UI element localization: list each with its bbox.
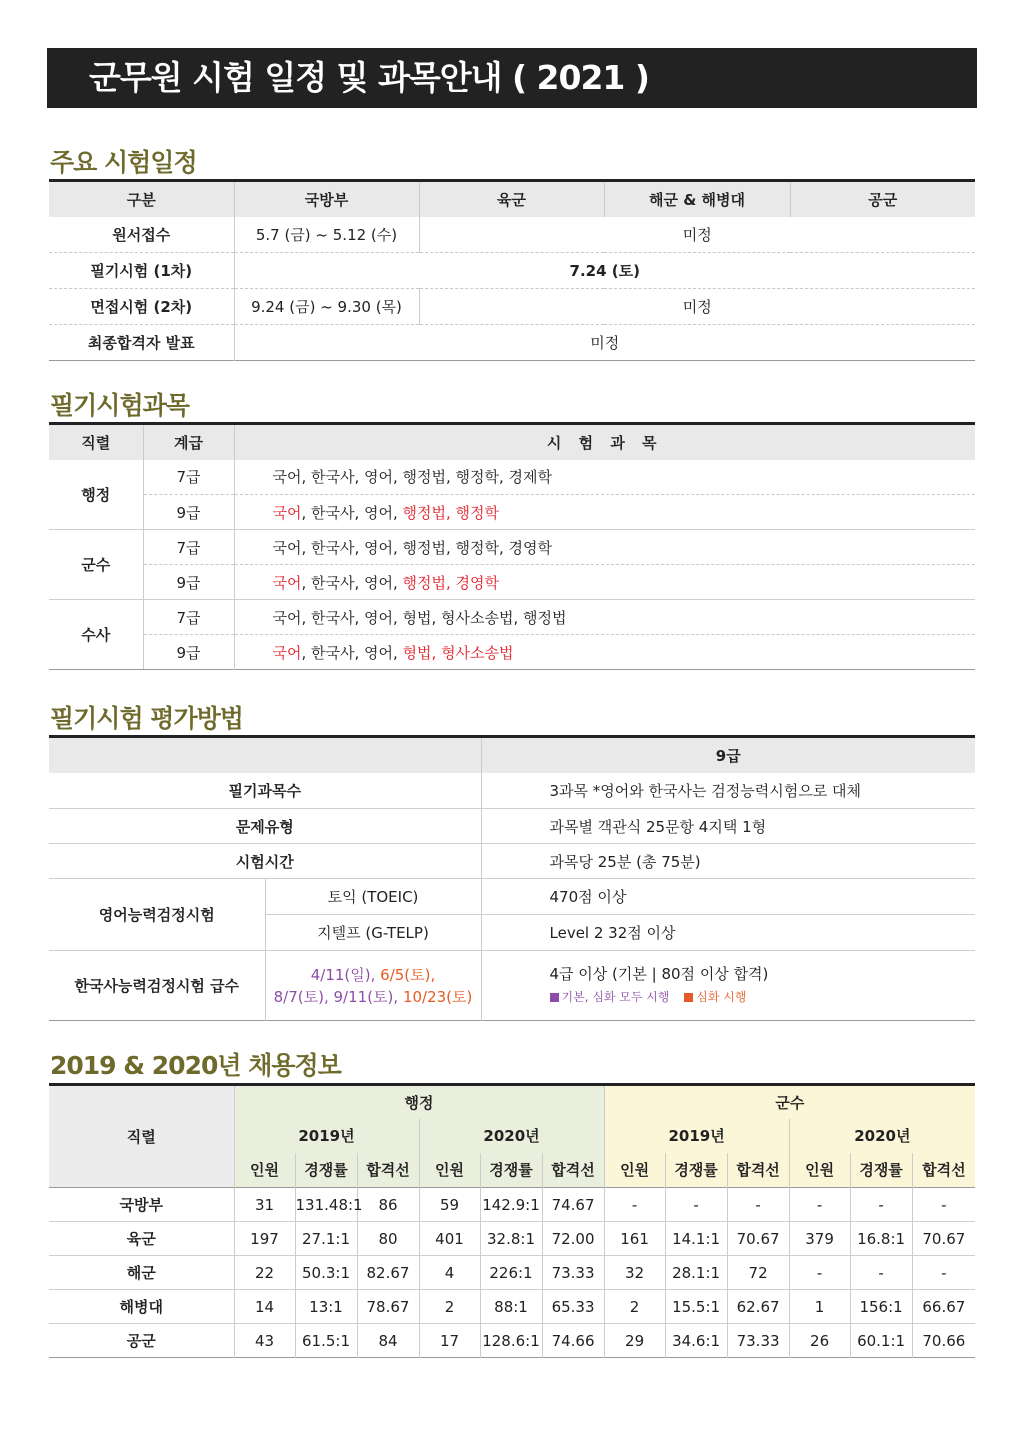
evaluation-heading: 필기시험 평가방법	[50, 704, 243, 733]
col-header: 해군 & 해병대	[604, 181, 790, 217]
subject-highlight: 행정법, 경영학	[402, 573, 500, 592]
cell-value: 29	[604, 1324, 665, 1358]
cell-value: 73.33	[542, 1256, 604, 1290]
sub-header: 인원	[419, 1153, 480, 1188]
cell-value: 161	[604, 1222, 665, 1256]
col-header: 육군	[419, 181, 604, 217]
subject-list: 국어, 한국사, 영어, 행정법, 행정학, 경제학	[234, 460, 975, 495]
legend-both	[550, 990, 670, 1004]
cell-value: 7.24 (토)	[234, 253, 975, 289]
subjects-heading: 필기시험과목	[50, 391, 189, 420]
cell-value: 226:1	[480, 1256, 542, 1290]
table-row	[49, 530, 975, 565]
cell-value: 4	[419, 1256, 480, 1290]
table-row	[49, 495, 975, 530]
sub-header: 합격선	[727, 1153, 789, 1188]
row-label: 원서접수	[49, 217, 234, 253]
sub-header: 경쟁률	[665, 1153, 727, 1188]
table-row	[49, 217, 975, 253]
subject-text: , 한국사, 영어,	[301, 503, 403, 522]
table-row	[49, 253, 975, 289]
row-label: 시험시간	[49, 844, 481, 879]
table-row	[49, 773, 975, 809]
subject-highlight: 형법, 형사소송법	[402, 643, 514, 662]
table-row	[49, 1290, 975, 1324]
cell-value: -	[912, 1188, 975, 1222]
cell-value: 2	[419, 1290, 480, 1324]
cell-value: 43	[234, 1324, 295, 1358]
cell-value: 156:1	[850, 1290, 912, 1324]
cell-value: 70.67	[912, 1222, 975, 1256]
subject-highlight: 국어	[272, 573, 302, 592]
cell-value: 84	[357, 1324, 419, 1358]
cell-value: 72.00	[542, 1222, 604, 1256]
table-row	[49, 1324, 975, 1358]
row-label: 공군	[126, 1332, 156, 1350]
group-header: 군수	[604, 1085, 975, 1119]
row-label: 해군	[126, 1264, 156, 1282]
sub-header: 합격선	[357, 1153, 419, 1188]
cell-value: -	[604, 1188, 665, 1222]
date-advanced: 6/5(토),	[380, 965, 436, 984]
cell-value: -	[850, 1188, 912, 1222]
schedule-heading: 주요 시험일정	[50, 148, 197, 177]
subject-list: 국어, 한국사, 영어, 행정법, 행정학, 경영학	[234, 530, 975, 565]
table-row	[49, 1222, 975, 1256]
cell-value: 15.5:1	[665, 1290, 727, 1324]
series-name: 군수	[49, 530, 143, 600]
subject-highlight: 국어	[272, 503, 302, 522]
subjects-table	[49, 422, 975, 670]
series-name: 행정	[49, 460, 143, 530]
page-title: 군무원 시험 일정 및 과목안내 ( 2021 )	[47, 48, 977, 108]
grade-requirement: 4급 이상 (기본 | 80점 이상 합격)	[549, 965, 769, 983]
cell-value: 2	[604, 1290, 665, 1324]
table-row	[49, 1188, 975, 1222]
date-both: 4/11(일),	[310, 965, 381, 984]
cell-value: 3과목 *영어와 한국사는 검정능력시험으로 대체	[481, 773, 975, 809]
cell-value: 66.67	[912, 1290, 975, 1324]
row-label: 면접시험 (2차)	[49, 289, 234, 325]
cell-value: -	[912, 1256, 975, 1290]
grade: 9급	[143, 565, 234, 600]
table-row	[49, 879, 975, 915]
row-label: 영어능력검정시험	[49, 879, 265, 951]
cell-value: 82.67	[357, 1256, 419, 1290]
cell-value: Level 2 32점 이상	[481, 915, 975, 951]
cell-value: 9.24 (금) ~ 9.30 (목)	[234, 289, 419, 325]
row-label: 필기과목수	[49, 773, 481, 809]
cell-value: 80	[357, 1222, 419, 1256]
cell-value: 50.3:1	[295, 1256, 357, 1290]
cell-value: -	[850, 1256, 912, 1290]
cell-value: -	[789, 1256, 850, 1290]
cell-value: 13:1	[295, 1290, 357, 1324]
cell-value: 401	[419, 1222, 480, 1256]
cell-value: 61.5:1	[295, 1324, 357, 1358]
cell-value: 1	[789, 1290, 850, 1324]
cell-value: 131.48:1	[295, 1188, 357, 1222]
cell-value: 32	[604, 1256, 665, 1290]
cell-value: 88:1	[480, 1290, 542, 1324]
grade: 9급	[143, 495, 234, 530]
recruit-heading: 2019 & 2020년 채용정보	[50, 1051, 341, 1080]
cell-value: 197	[234, 1222, 295, 1256]
cell-value: 34.6:1	[665, 1324, 727, 1358]
subject-text: , 한국사, 영어,	[301, 573, 403, 592]
sub-header: 인원	[234, 1153, 295, 1188]
row-label: 최종합격자 발표	[87, 334, 195, 352]
year-header: 2020년	[419, 1119, 604, 1153]
cell-value: 142.9:1	[480, 1188, 542, 1222]
row-label: 해병대	[119, 1298, 163, 1316]
sub-header: 경쟁률	[480, 1153, 542, 1188]
cell-value: 미정	[419, 289, 975, 325]
cell-value: -	[789, 1188, 850, 1222]
cell-value: 27.1:1	[295, 1222, 357, 1256]
table-row	[49, 289, 975, 325]
cell-value: 14.1:1	[665, 1222, 727, 1256]
cell-value: 16.8:1	[850, 1222, 912, 1256]
row-label: 육군	[126, 1230, 156, 1248]
recruit-table	[49, 1083, 975, 1358]
cell-value: 14	[234, 1290, 295, 1324]
row-label: 필기시험 (1차)	[49, 253, 234, 289]
table-row	[49, 844, 975, 879]
subject-highlight: 국어	[272, 643, 302, 662]
cell-value: 74.67	[542, 1188, 604, 1222]
cell-value: 73.33	[727, 1324, 789, 1358]
cell-value: 28.1:1	[665, 1256, 727, 1290]
col-header: 구분	[49, 181, 234, 217]
sub-header: 인원	[789, 1153, 850, 1188]
square-icon	[550, 993, 559, 1002]
sub-label: 토익 (TOEIC)	[265, 879, 481, 915]
cell-value: 59	[419, 1188, 480, 1222]
cell-value: 379	[789, 1222, 850, 1256]
col-header: 직렬	[49, 1085, 234, 1188]
table-row	[49, 600, 975, 635]
schedule-table	[49, 179, 975, 361]
table-row	[49, 565, 975, 600]
sub-header: 합격선	[912, 1153, 975, 1188]
cell-value: 미정	[234, 325, 975, 361]
col-header: 직렬	[49, 424, 143, 460]
grade: 7급	[143, 600, 234, 635]
date-both: 8/7(토), 9/11(토),	[273, 987, 403, 1006]
cell-value: 60.1:1	[850, 1324, 912, 1358]
legend-label: 심화 시행	[696, 990, 747, 1004]
cell-value: 26	[789, 1324, 850, 1358]
table-row	[49, 635, 975, 670]
cell-value: 128.6:1	[480, 1324, 542, 1358]
evaluation-table	[49, 735, 975, 1021]
cell-value: 미정	[419, 217, 975, 253]
subject-list	[234, 565, 975, 600]
table-row	[49, 809, 975, 844]
subject-list	[234, 635, 975, 670]
col-header: 공군	[790, 181, 975, 217]
col-header: 9급	[481, 737, 975, 773]
subject-highlight: 행정법, 행정학	[402, 503, 500, 522]
cell-value: -	[665, 1188, 727, 1222]
sub-header: 경쟁률	[850, 1153, 912, 1188]
group-header: 행정	[234, 1085, 604, 1119]
cell-value: 470점 이상	[481, 879, 975, 915]
date-advanced: 10/23(토)	[402, 987, 473, 1006]
square-icon	[684, 993, 693, 1002]
table-row	[49, 1256, 975, 1290]
cell-value: 31	[234, 1188, 295, 1222]
cell-value: 78.67	[357, 1290, 419, 1324]
col-header: 시 험 과 목	[234, 424, 975, 460]
cell-value: 17	[419, 1324, 480, 1358]
sub-header: 경쟁률	[295, 1153, 357, 1188]
subject-text: , 한국사, 영어,	[301, 643, 403, 662]
series-name: 수사	[49, 600, 143, 670]
table-row	[49, 460, 975, 495]
legend-advanced	[684, 990, 746, 1004]
col-header-empty	[49, 737, 481, 773]
cell-value: -	[727, 1188, 789, 1222]
row-label: 한국사능력검정시험 급수	[74, 977, 240, 995]
cell-value: 70.67	[727, 1222, 789, 1256]
cell-value: 과목당 25분 (총 75분)	[481, 844, 975, 879]
grade: 7급	[143, 460, 234, 495]
exam-dates	[265, 951, 481, 1021]
grade: 7급	[143, 530, 234, 565]
cell-value: 70.66	[912, 1324, 975, 1358]
year-header: 2019년	[234, 1119, 419, 1153]
cell-value: 5.7 (금) ~ 5.12 (수)	[234, 217, 419, 253]
row-label: 문제유형	[49, 809, 481, 844]
sub-header: 합격선	[542, 1153, 604, 1188]
sub-label: 지텔프 (G-TELP)	[265, 915, 481, 951]
col-header: 국방부	[234, 181, 419, 217]
legend-label: 기본, 심화 모두 시행	[561, 990, 670, 1004]
cell-value	[481, 951, 975, 1021]
cell-value: 과목별 객관식 25문항 4지택 1형	[481, 809, 975, 844]
cell-value: 32.8:1	[480, 1222, 542, 1256]
cell-value: 22	[234, 1256, 295, 1290]
subject-list	[234, 495, 975, 530]
cell-value: 65.33	[542, 1290, 604, 1324]
sub-header: 인원	[604, 1153, 665, 1188]
table-row	[49, 325, 975, 361]
year-header: 2020년	[789, 1119, 975, 1153]
grade: 9급	[143, 635, 234, 670]
table-row	[49, 951, 975, 1021]
year-header: 2019년	[604, 1119, 789, 1153]
cell-value: 86	[357, 1188, 419, 1222]
cell-value: 72	[727, 1256, 789, 1290]
row-label: 국방부	[119, 1196, 163, 1214]
col-header: 계급	[143, 424, 234, 460]
cell-value: 62.67	[727, 1290, 789, 1324]
cell-value: 74.66	[542, 1324, 604, 1358]
subject-list: 국어, 한국사, 영어, 형법, 형사소송법, 행정법	[234, 600, 975, 635]
